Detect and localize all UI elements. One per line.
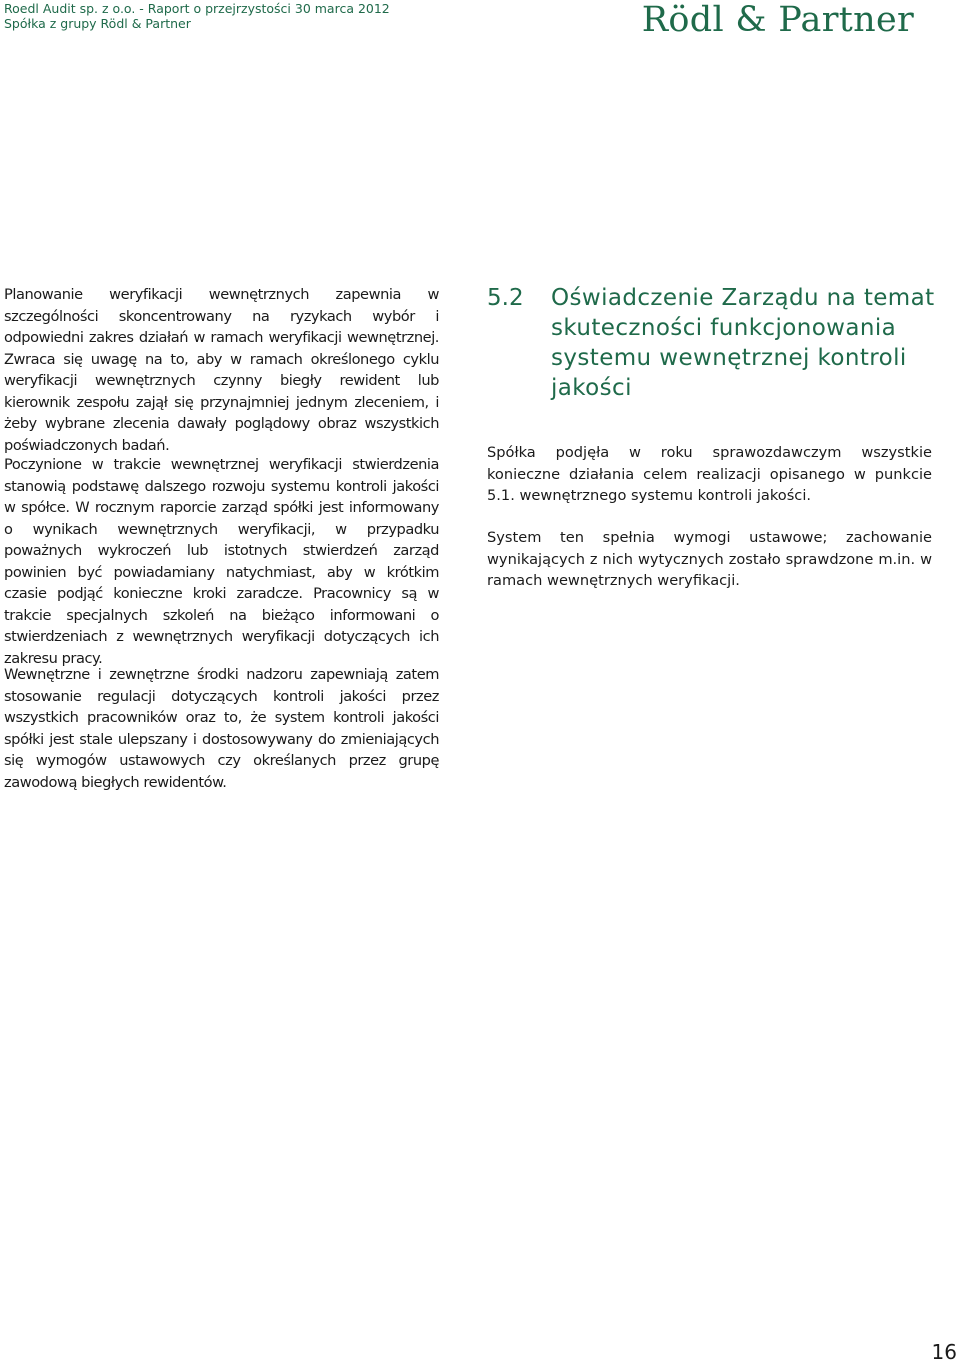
page-number: 16 [931, 1340, 957, 1364]
brand-logo-text: Rödl & Partner [641, 0, 914, 40]
left-paragraph-1: Planowanie weryfikacji wewnętrznych zapewnia w szczególności skoncentrowany na ryzykach wybór i odpowiedni zakres działań w ramach weryfikacji wewnętrznej. Zwraca się uwagę na to, aby w ramach określonego cyklu weryfikacji wewnętrznych czynny biegły rewident lub kierownik zespołu zajął się przynajmniej jednym zleceniem, i żeby wybrane zlecenia dawały poglądowy obraz wszystkich poświadczonych badań. [4, 286, 439, 454]
left-paragraph-2: Poczynione w trakcie wewnętrznej weryfikacji stwierdzenia stanowią podstawę dalszego rozwoju systemu kontroli jakości w spółce. W rocznym raporcie zarząd spółki jest informowany o wynikach wewnętrznych weryfikacji, w przypadku poważnych wykroczeń lub istotnych stwierdzeń zarząd powinien być powiadamiany natychmiast, aby w krótkim czasie podjąć konieczne kroki zaradcze. Pracownicy są w trakcie specjalnych szkoleń na bieżąco informowani o stwierdzeniach z wewnętrznych weryfikacji dotyczących ich zakresu pracy. [4, 456, 439, 667]
right-paragraph-1: Spółka podjęła w roku sprawozdawczym wszystkie konieczne działania celem realizacji opisanego w punkcie 5.1. wewnętrznego systemu kontroli jakości. [487, 444, 932, 504]
header-report-title: Roedl Audit sp. z o.o. - Raport o przejrzystości 30 marca 2012 [4, 1, 390, 16]
right-paragraph-2: System ten spełnia wymogi ustawowe; zachowanie wynikających z nich wytycznych zostało sprawdzone m.in. w ramach wewnętrznych weryfikacji. [487, 529, 932, 589]
left-paragraph-3: Wewnętrzne i zewnętrzne środki nadzoru zapewniają zatem stosowanie regulacji dotyczących kontroli jakości przez wszystkich pracowników oraz to, że system kontroli jakości spółki jest stale ulepszany i dostosowywany do zmieniających się wymogów ustawowych czy określanych przez grupę zawodową biegłych rewidentów. [4, 666, 439, 791]
header-company-subtitle: Spółka z grupy Rödl & Partner [4, 16, 191, 31]
section-title: Oświadczenie Zarządu na temat skuteczności funkcjonowania systemu wewnętrznej kontroli jakości [551, 285, 935, 401]
section-number: 5.2 [487, 285, 524, 311]
